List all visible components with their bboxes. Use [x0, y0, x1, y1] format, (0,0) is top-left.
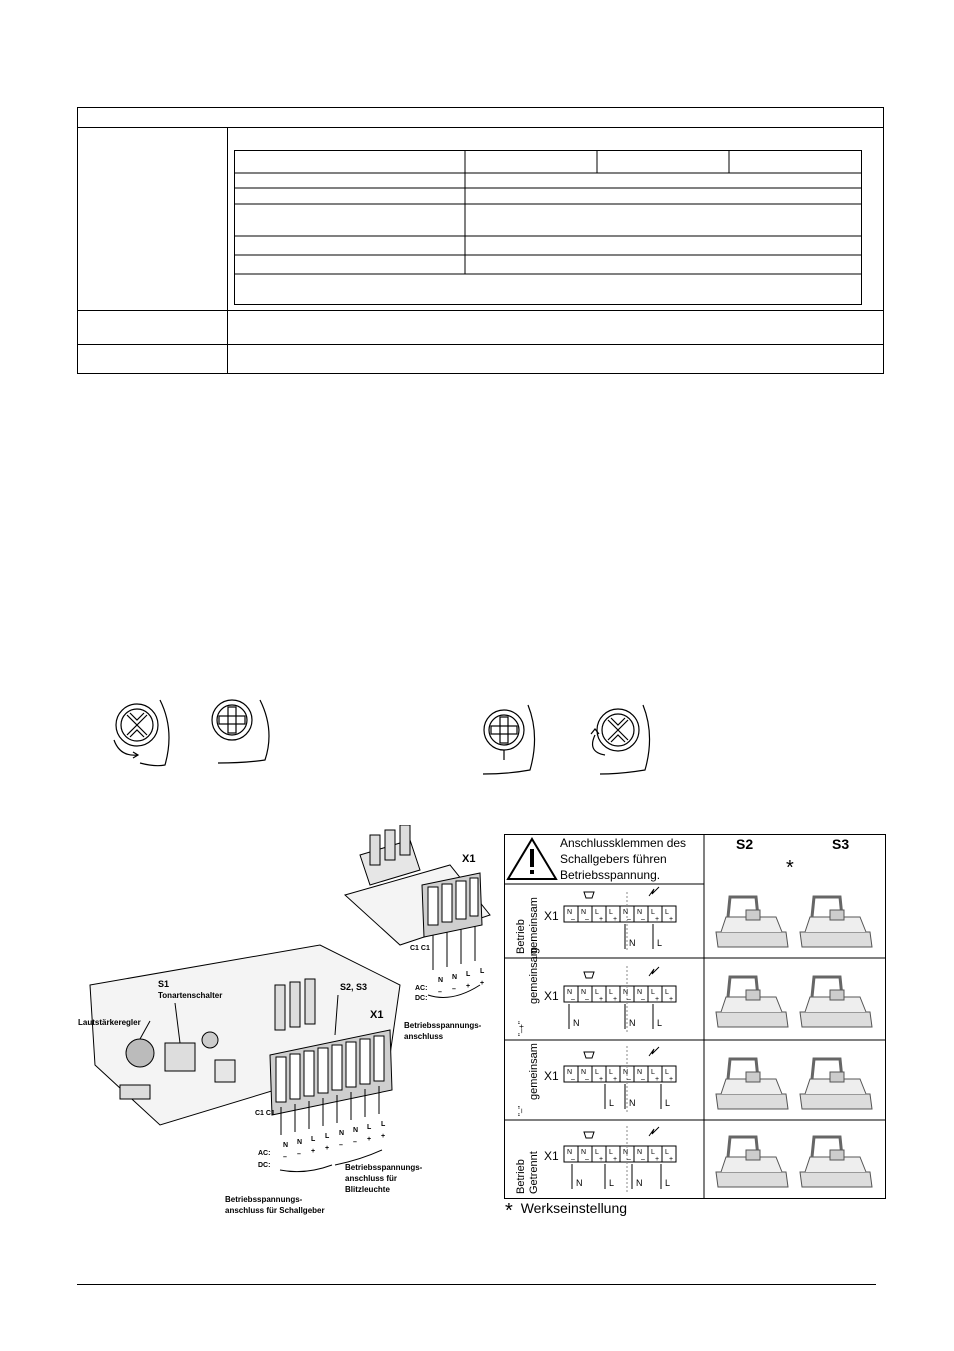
speaker-icon [584, 972, 594, 978]
asterisk-marker: * [786, 857, 794, 879]
terminal-letter: N [567, 1149, 573, 1156]
flash-icon [649, 887, 659, 896]
terminal-sign: – [571, 916, 575, 923]
terminal-letter: N [283, 1142, 289, 1149]
terminal-letter: L [595, 909, 599, 916]
row4-label-2: Getrennt [528, 1151, 540, 1194]
terminal-letter: L [651, 1149, 655, 1156]
jumper-settings-figure [504, 834, 886, 1200]
wire-l-label: L [665, 1178, 671, 1188]
jumper-s3-row1 [800, 897, 872, 947]
terminal-letter: L [595, 989, 599, 996]
terminal-sign: – [641, 1156, 645, 1163]
terminal-letter: N [581, 1149, 587, 1156]
terminal-letter: N [339, 1130, 345, 1137]
speaker-icon [584, 892, 594, 898]
row1-label-1: Betrieb [515, 919, 527, 954]
terminal-letter: L [651, 1069, 655, 1076]
terminal-letter: N [581, 909, 587, 916]
x1-label: X1 [544, 989, 559, 1003]
wire-n-label: N [573, 1018, 580, 1028]
blitz-label-2: anschluss für [345, 1174, 398, 1183]
terminal-letter: N [581, 989, 587, 996]
table-col-divider [227, 127, 228, 374]
terminal-letter: L [595, 1149, 599, 1156]
warning-icon [508, 839, 556, 879]
terminal-letter: N [438, 977, 444, 984]
table-row-divider [77, 344, 884, 345]
terminal-sign: + [655, 996, 660, 1003]
terminal-letter: L [651, 909, 655, 916]
terminal-sign: + [599, 1156, 604, 1163]
jumper-s3-row2 [800, 977, 872, 1027]
terminal-letter: L [665, 989, 669, 996]
blitz-label-1: Betriebsspannungs- [345, 1163, 423, 1172]
row2-label-1: "–+" [517, 1021, 526, 1036]
ac-label-small: AC: [415, 985, 428, 992]
terminal-sign: – [339, 1142, 343, 1149]
col-header-s2: S2 [736, 836, 754, 852]
terminal-letter: L [665, 1069, 669, 1076]
terminal-sign: – [585, 1076, 589, 1083]
terminal-letter: L [609, 989, 613, 996]
betrieb-label-1: Betriebsspannungs- [404, 1021, 482, 1030]
terminal-sign: – [571, 996, 575, 1003]
jumper-settings-drawing [504, 834, 886, 1200]
terminal-letter: N [297, 1139, 303, 1146]
terminal-letter: N [452, 974, 458, 981]
wire-n-label: N [636, 1178, 643, 1188]
table-header-divider [77, 127, 884, 128]
terminal-letter: N [567, 1069, 573, 1076]
terminal-sign: – [585, 916, 589, 923]
terminal-letter: L [367, 1124, 372, 1131]
terminal-sign: – [585, 996, 589, 1003]
terminal-sign: + [480, 980, 485, 987]
terminal-letter: L [665, 1149, 669, 1156]
footnote-text: Werkseinstellung [520, 1200, 628, 1216]
row3-label-2: gemeinsam [528, 1043, 540, 1100]
terminal-sign: – [627, 1156, 631, 1163]
terminal-sign: + [655, 1156, 660, 1163]
terminal-sign: + [613, 1156, 618, 1163]
wire-n-label: N [629, 1098, 636, 1108]
terminal-letter: L [311, 1136, 316, 1143]
jumper-s2-row2 [716, 977, 788, 1027]
terminal-letter: L [665, 909, 669, 916]
terminal-letter: N [623, 1069, 629, 1076]
terminal-sign: – [438, 989, 442, 996]
warning-line-1: Anschlussklemmen des [560, 836, 687, 850]
terminal-letter: N [623, 989, 629, 996]
terminal-sign: + [669, 916, 674, 923]
terminal-letter: N [567, 909, 573, 916]
terminal-sign: – [452, 986, 456, 993]
terminal-sign: – [585, 1156, 589, 1163]
flash-icon [649, 1047, 659, 1056]
jumper-s3-row3 [800, 1059, 872, 1109]
screw-cross-icon [200, 695, 280, 775]
terminal-sign: + [613, 1076, 618, 1083]
footnote-star: * [505, 1200, 513, 1222]
terminal-letter: N [623, 1149, 629, 1156]
terminal-letter: L [651, 989, 655, 996]
row4-label-1: Betrieb [515, 1159, 527, 1194]
terminal-sign: + [325, 1145, 330, 1152]
jumper-s2-row1 [716, 897, 788, 947]
terminal-letter: N [623, 909, 629, 916]
terminal-letter: N [353, 1127, 359, 1134]
dc-label-main: DC: [258, 1162, 271, 1169]
terminal-letter: L [595, 1069, 599, 1076]
terminal-sign: + [311, 1148, 316, 1155]
table-row-divider [77, 310, 884, 311]
terminal-sign: + [367, 1136, 372, 1143]
wire-n-label: N [629, 938, 636, 948]
x1-main-label: X1 [370, 1009, 384, 1021]
terminal-sign: – [297, 1151, 301, 1158]
terminal-letter: L [325, 1133, 330, 1140]
terminal-sign: – [627, 1076, 631, 1083]
terminal-letter: L [609, 1149, 613, 1156]
s2s3-label: S2, S3 [340, 982, 368, 992]
terminal-letter: L [609, 1069, 613, 1076]
pcb-drawing [70, 825, 500, 1225]
row3-label-1: "–" [517, 1105, 526, 1116]
terminal-sign: – [571, 1156, 575, 1163]
terminal-sign: + [381, 1133, 386, 1140]
blitz-label-3: Blitzleuchte [345, 1185, 390, 1194]
footer-rule [77, 1284, 876, 1285]
c1-small-label: C1 C1 [410, 945, 430, 952]
terminal-sign: – [353, 1139, 357, 1146]
terminal-sign: – [641, 996, 645, 1003]
wire-l-label: L [657, 938, 663, 948]
terminal-letter: N [637, 1069, 643, 1076]
wire-l-label: L [609, 1178, 615, 1188]
row1-label-2: gemeinsam [528, 897, 540, 954]
jumper-s2-row3 [716, 1059, 788, 1109]
screw-turn-right-icon [575, 700, 660, 780]
jumper-s2-row4 [716, 1137, 788, 1187]
wire-n-label: N [629, 1018, 636, 1028]
wire-n-label: N [576, 1178, 583, 1188]
schall-label-2: anschluss für Schallgeber [225, 1206, 325, 1215]
terminal-sign: + [466, 983, 471, 990]
flash-icon [649, 967, 659, 976]
terminal-sign: + [669, 1076, 674, 1083]
wire-l-label: L [665, 1098, 671, 1108]
col-header-s3: S3 [832, 836, 850, 852]
inner-spec-table [234, 150, 862, 306]
terminal-sign: + [669, 996, 674, 1003]
terminal-letter: N [581, 1069, 587, 1076]
terminal-letter: N [637, 989, 643, 996]
terminal-sign: – [641, 916, 645, 923]
terminal-sign: + [613, 916, 618, 923]
x1-small-label: X1 [462, 853, 476, 865]
terminal-sign: + [599, 916, 604, 923]
flash-icon [649, 1127, 659, 1136]
terminal-sign: – [627, 996, 631, 1003]
terminal-sign: – [283, 1154, 287, 1161]
speaker-icon [584, 1132, 594, 1138]
s1-label: S1 [158, 979, 170, 989]
terminal-sign: – [627, 916, 631, 923]
terminal-sign: – [641, 1076, 645, 1083]
dc-label-small: DC: [415, 995, 428, 1002]
terminal-letter: L [609, 909, 613, 916]
screw-cross-icon [478, 700, 548, 780]
s1-sub-label: Tonartenschalter [158, 991, 223, 1000]
screw-turn-left-icon [100, 695, 180, 775]
wire-l-label: L [609, 1098, 615, 1108]
terminal-letter: N [567, 989, 573, 996]
pcb-wiring-figure [70, 825, 500, 1225]
warning-line-3: Betriebsspannung. [560, 868, 661, 882]
warning-line-2: Schallgebers führen [560, 852, 667, 866]
terminal-letter: L [381, 1121, 386, 1128]
terminal-sign: + [655, 916, 660, 923]
jumper-s3-row4 [800, 1137, 872, 1187]
row2-label-2: gemeinsam [528, 947, 540, 1004]
terminal-letter: N [637, 909, 643, 916]
terminal-sign: + [599, 1076, 604, 1083]
x1-label: X1 [544, 1069, 559, 1083]
terminal-letter: N [637, 1149, 643, 1156]
c1-main-label: C1 C1 [255, 1110, 275, 1117]
terminal-sign: + [599, 996, 604, 1003]
x1-label: X1 [544, 909, 559, 923]
terminal-sign: + [669, 1156, 674, 1163]
terminal-letter: L [466, 971, 471, 978]
terminal-letter: L [480, 968, 485, 975]
wire-l-label: L [657, 1018, 663, 1028]
ac-label-main: AC: [258, 1150, 271, 1157]
terminal-sign: + [655, 1076, 660, 1083]
betrieb-label-2: anschluss [404, 1032, 444, 1041]
terminal-sign: – [571, 1076, 575, 1083]
schall-label-1: Betriebsspannungs- [225, 1195, 303, 1204]
terminal-sign: + [613, 996, 618, 1003]
volume-label: Lautstärkeregler [78, 1018, 141, 1027]
x1-label: X1 [544, 1149, 559, 1163]
speaker-icon [584, 1052, 594, 1058]
footnote [505, 1200, 627, 1223]
